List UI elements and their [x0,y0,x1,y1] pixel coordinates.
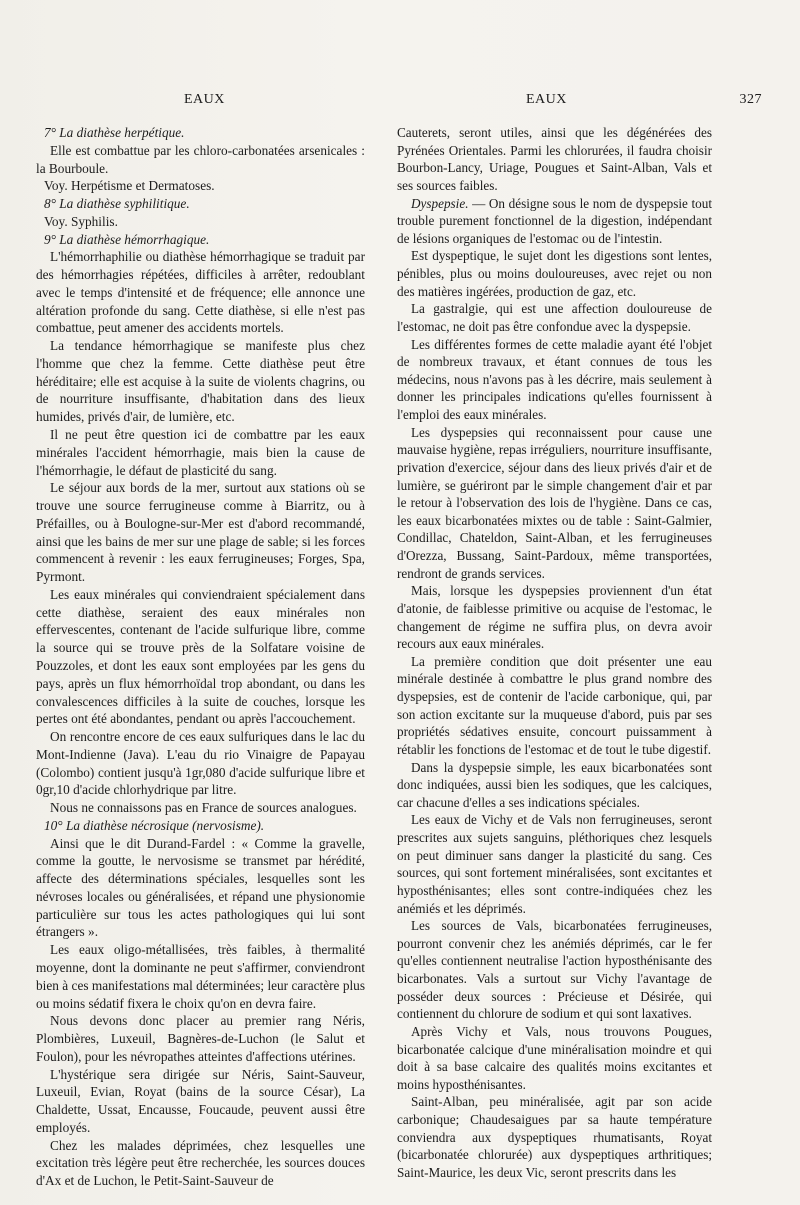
paragraph: Les eaux de Vichy et de Vals non ferrugineuses, seront prescrites aux sujets sanguins, pléthoriques chez lesquels on peut diminuer sans danger la plasticité du sang. Ces sources, qui sont fortement minéralisées, sont excitantes et hyposthénisantes; elles sont contre-indiquées chez les anémiés et les déprimés. [397,812,712,916]
paragraph: Dans la dyspepsie simple, les eaux bicarbonatées sont donc indiquées, aussi bien les sodiques, que les calciques, car chacune d'elles a ses indications spéciales. [397,759,712,810]
section-heading: 8° La diathèse syphilitique. [44,196,190,212]
paragraph: Les dyspepsies qui reconnaissent pour cause une mauvaise hygiène, repas irréguliers, nourriture insuffisante, privation d'exercice, séjour dans des lieux privés d'air et de lumière, se guériront par le simple changement d'air et par le retour à l'observation des lois de l'hygiène. Dans ce cas, les eaux bicarbonatées mixtes ou de table : Saint-Galmier, Condillac, Chateldon, Saint-Alban, et les ferrugineuses d'Orezza, Bussang, Saint-Pardoux, même transportées, rendront de grands services. [397,424,712,581]
paragraph: Les eaux minérales qui conviendraient spécialement dans cette diathèse, seraient des eaux minérales non effervescentes, contenant de l'acide sulfurique libre, comme la source qui se trouve près de la Solfatare voisine de Pouzzoles, et dont les eaux sont employées par les gens du pays, après un flux hémorrhoïdal trop abondant, ou dans les convalescences difficiles à la suite de couches, lorsque les pertes ont été abondantes, pendant ou après l'accouchement. [36,586,365,727]
paragraph: Elle est combattue par les chloro-carbonatées arsenicales : la Bourboule. [36,142,365,176]
paragraph: Chez les malades déprimées, chez lesquelles une excitation très légère peut être recherchée, les sources douces d'Ax et de Luchon, le Petit-Saint-Sauveur de [36,1137,365,1189]
paragraph: Après Vichy et Vals, nous trouvons Pougues, bicarbonatée calcique d'une minéralisation moindre et qui doit à sa base calcaire des qualités moins excitantes et moins hyposthénisantes. [397,1023,712,1092]
section-heading: 10° La diathèse nécrosique (nervosisme). [44,817,265,833]
term: Dyspepsie. [411,195,469,211]
paragraph: Nous devons donc placer au premier rang Néris, Plombières, Luxeuil, Bagnères-de-Luchon (le Salut et Foulon), pour les névropathes atteintes d'affections utérines. [36,1013,365,1064]
section-heading: 9° La diathèse hémorrhagique. [44,231,210,247]
paragraph: Saint-Alban, peu minéralisée, agit par son acide carbonique; Chaudesaigues par sa haute température conviendra aux dyspeptiques rhumatisants, Royat (bicarbonatée chlorurée) aux dyspeptiques arthritiques; Saint-Maurice, les deux Vic, seront prescrits dans les [397,1094,712,1180]
paragraph: Les eaux oligo-métallisées, très faibles, à thermalité moyenne, dont la dominante ne peut s'affirmer, conviendront bien à ces manifestations mal déterminées; leur caractère plus ou moins sédatif fixera le choix qu'on en devra faire. [36,942,365,1011]
page-number: 327 [739,92,762,107]
running-head [30,92,762,112]
right-column [397,124,712,1182]
paragraph: Dyspepsie. — On désigne sous le nom de dyspepsie tout trouble purement fonctionnel de la digestion, indépendant de lésions organiques de l'estomac ou de l'intestin. [397,195,712,246]
paragraph: Est dyspeptique, le sujet dont les digestions sont lentes, pénibles, plus ou moins douloureuses, avec rejet ou non des matières ingérées, production de gaz, etc. [397,248,712,299]
paragraph: La gastralgie, qui est une affection douloureuse de l'estomac, ne doit pas être confondue avec la dyspepsie. [397,301,712,334]
paragraph: Mais, lorsque les dyspepsies proviennent d'un état d'atonie, de faiblesse primitive ou acquise de l'estomac, le changement de régime ne suffira plus, on devra avoir recours aux eaux minérales. [397,583,712,652]
paragraph: On rencontre encore de ces eaux sulfuriques dans le lac du Mont-Indienne (Java). L'eau du rio Vinaigre de Papayau (Colombo) contient jusqu'à 1gr,080 d'acide sulfurique libre et 0gr,10 d'acide chlorhydrique par litre. [36,729,365,798]
running-head-right: EAUX [526,92,567,107]
paragraph: Le séjour aux bords de la mer, surtout aux stations où se trouve une source ferrugineuse comme à Biarritz, ou à Préfailles, ou à Boulogne-sur-Mer est d'abord recommandé, ainsi que les bains de mer sur une plage de sable; si les forces commencent à revenir : les eaux ferrugineuses; Forges, Spa, Pyrmont. [36,480,365,585]
left-column [36,124,365,1190]
paragraph: Ainsi que le dit Durand-Fardel : « Comme la gravelle, comme la goutte, le nervosisme se transmet par hérédité, affecte des déterminations spéciales, lesquelles sont les névroses locales ou généralisées, et répand une physionomie particulière sur tous les actes pathologiques qui lui sont étrangers ». [36,835,365,940]
section-heading: 7° La diathèse herpétique. [44,125,185,140]
running-head-left: EAUX [184,92,225,107]
paragraph: Les sources de Vals, bicarbonatées ferrugineuses, pourront convenir chez les anémiés déprimés, car le fer qu'elles contiennent neutralise l'action hyposthénisante des bicarbonates. Vals a surtout sur Vichy l'avantage de posséder deux sources : Précieuse et Désirée, qui contiennent du chlorure de sodium et qui sont laxatives. [397,918,712,1022]
cross-reference: Voy. Syphilis. [44,213,118,229]
paragraph: Les différentes formes de cette maladie ayant été l'objet de nombreux travaux, et étant connues de tous les médecins, nous n'avons pas à les décrire, mais seulement à donner les principales indications qu'elles fournissent à l'emploi des eaux minérales. [397,336,712,422]
paragraph: L'hémorrhaphilie ou diathèse hémorrhagique se traduit par des hémorrhagies répétées, difficiles à arrêter, redoublant avec le temps d'intensité et de fréquence; elle annonce une altération profonde du sang. Cette diathèse, si elle n'est pas combattue, peut amener des accidents mortels. [36,249,365,336]
paragraph: Cauterets, seront utiles, ainsi que les dégénérées des Pyrénées Orientales. Parmi les chlorurées, il faudra choisir Bourbon-Lancy, Uriage, Pougues et Saint-Alban, Vals et ses sources faibles. [397,125,712,193]
paragraph: La première condition que doit présenter une eau minérale destinée à combattre le plus grand nombre des dyspepsies, est de contenir de l'acide carbonique, qui, par son action excitante sur la muqueuse d'abord, puis par ses propriétés sédatives ensuite, concourt puissamment à rétablir les fonctions de l'estomac et de tout le tube digestif. [397,653,712,757]
paragraph: L'hystérique sera dirigée sur Néris, Saint-Sauveur, Luxeuil, Evian, Royat (bains de la source César), La Chaldette, Ussat, Encausse, Foucaude, peuvent aussi être employés. [36,1066,365,1135]
paragraph: Il ne peut être question ici de combattre par les eaux minérales l'accident hémorrhagie, mais bien la cause de l'hémorrhagie, le défaut de plasticité du sang. [36,427,365,478]
cross-reference: Voy. Herpétisme et Dermatoses. [44,178,215,194]
paragraph: La tendance hémorrhagique se manifeste plus chez l'homme que chez la femme. Cette diathèse peut être héréditaire; elle est acquise à la suite de violents chagrins, ou de nourriture insuffisante, d'habitation dans des lieux humides, privés d'air, de lumière, etc. [36,338,365,425]
paragraph: Nous ne connaissons pas en France de sources analogues. [50,800,357,816]
